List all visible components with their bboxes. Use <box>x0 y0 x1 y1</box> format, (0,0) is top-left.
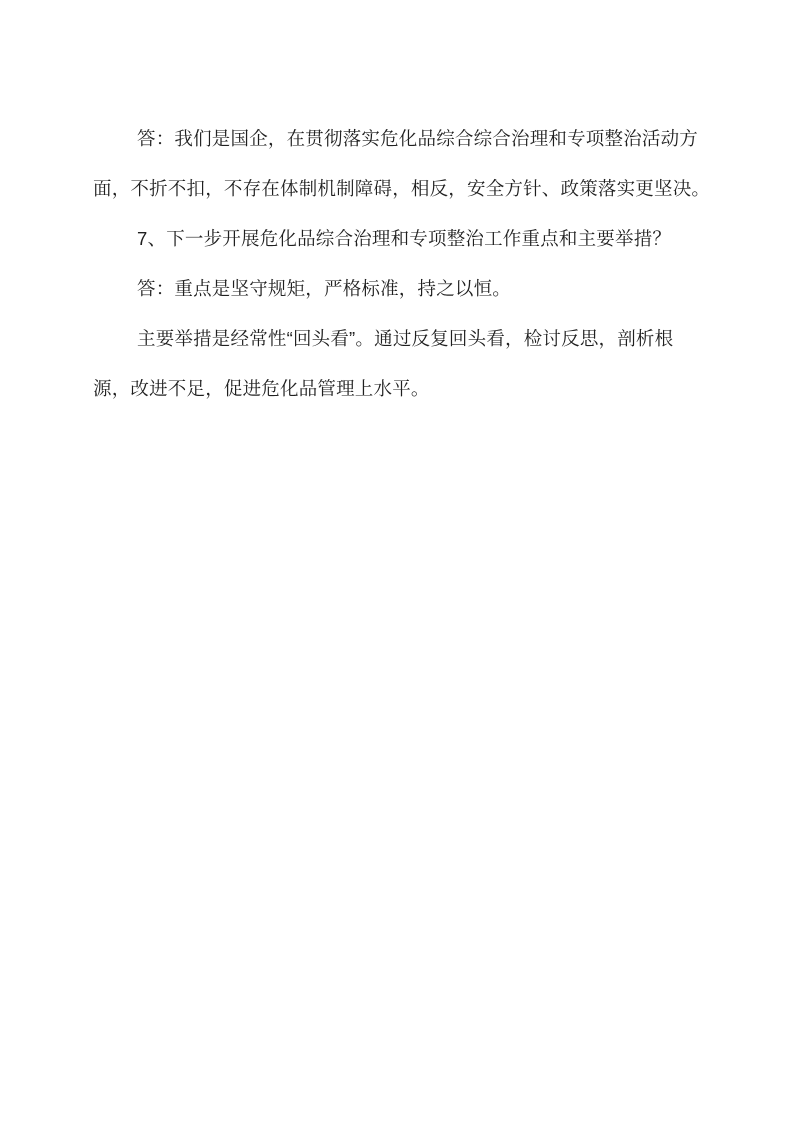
text-line: 答：我们是国企，在贯彻落实危化品综合综合治理和专项整治活动方 <box>137 128 699 149</box>
text-block <box>93 114 711 414</box>
text-line: 主要举措是经常性“回头看”。通过反复回头看，检讨反思，剖析根 <box>137 328 674 349</box>
text-line: 源，改进不足，促进危化品管理上水平。 <box>93 378 430 399</box>
text-line: 面，不折不扣，不存在体制机制障碍，相反，安全方针、政策落实更坚决。 <box>93 178 711 199</box>
text-line: 答：重点是坚守规矩，严格标准，持之以恒。 <box>137 278 512 299</box>
text-line: 7、下一步开展危化品综合治理和专项整治工作重点和主要举措？ <box>137 228 672 249</box>
